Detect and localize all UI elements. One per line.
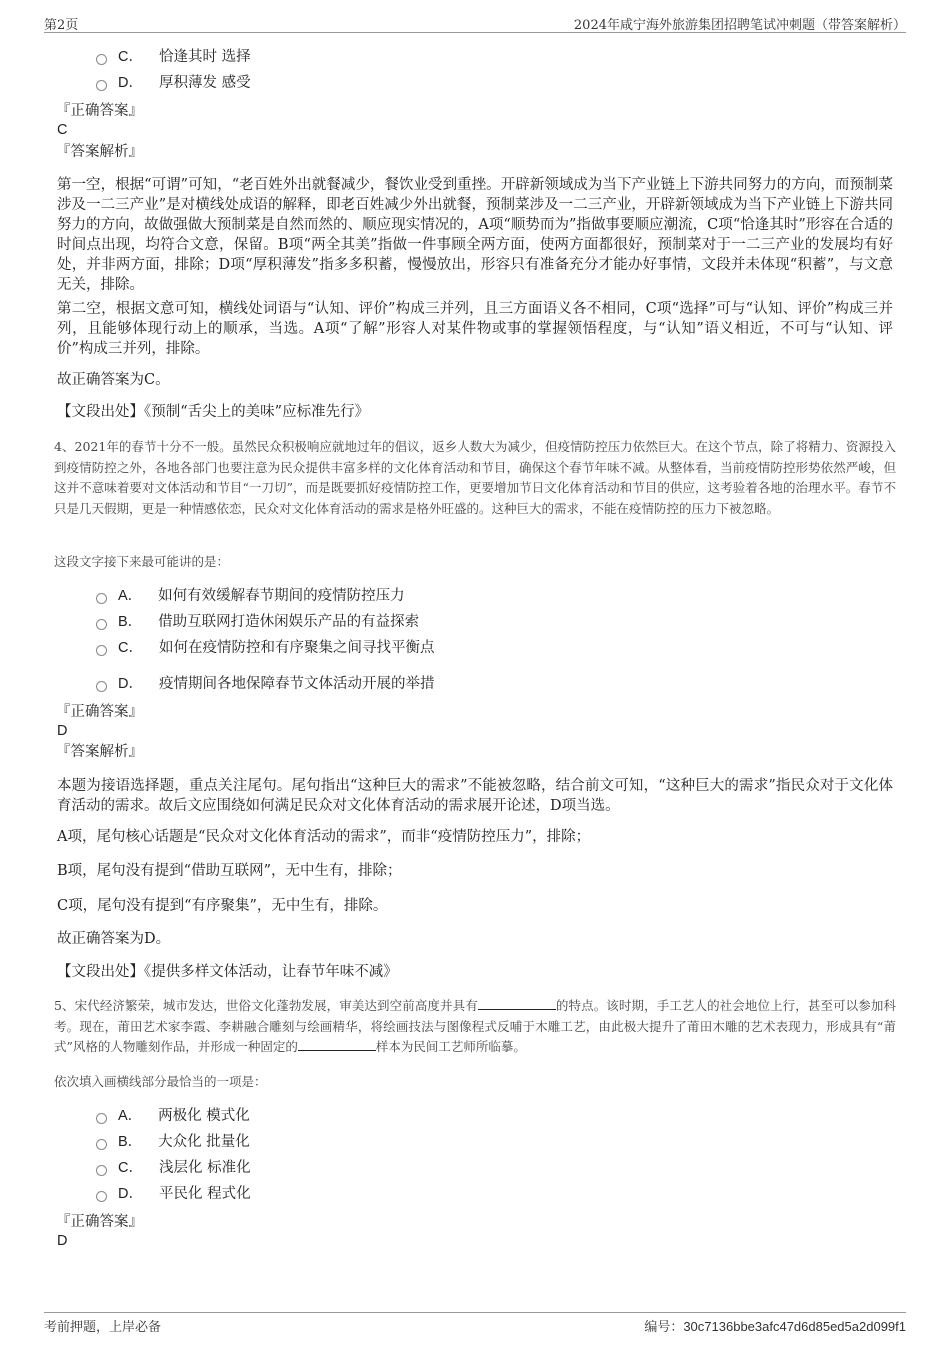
q5-option-d[interactable]: D． 平民化 程式化 bbox=[96, 1184, 251, 1204]
fill-blank-1[interactable] bbox=[478, 997, 556, 1010]
q4-option-d[interactable]: D． 疫情期间各地保障春节文体活动开展的举措 bbox=[96, 674, 434, 694]
q4-answer: D bbox=[57, 723, 68, 739]
q4-answer-label: 『正确答案』 bbox=[56, 704, 143, 720]
q5-option-a[interactable]: A． 两极化 模式化 bbox=[96, 1106, 250, 1126]
q4-option-b[interactable]: B． 借助互联网打造休闲娱乐产品的有益探索 bbox=[96, 612, 419, 632]
q3-analysis-paragraph: 第二空，根据文意可知，横线处词语与“认知、评价”构成三并列，且三方面语义各不相同，C项“选择”可与“认知、评价”构成三并列，且能够体现行动上的顺承，当选。A项“了解”形容人对某件物或事的掌握领悟程度，与“认知”语义相近，不可与“认知、评价”构成三并列，排除。 bbox=[57, 301, 893, 357]
q3-analysis-paragraph: 第一空，根据“可谓”可知，“老百姓外出就餐减少，餐饮业受到重挫。开辟新领域成为当下产业链上下游共同努力的方向，而预制菜涉及一二三产业”是对横线处成语的解释，即老百姓减少外出就餐，预制菜涉及一二三产业，开辟新领域成为当下产业链上下游共同努力的方向，故做强做大预制菜是自然而然的、顺应现实情况的，A项“顺势而为”指做事要顺应潮流，C项“恰逢其时”形容在合适的时间点出现，均符合文意，保留。B项“两全其美”指做一件事顾全两方面，使两方面都很好，预制菜对于一二三产业的发展均有好处，并非两方面，排除；D项“厚积薄发”指多多积蓄，慢慢放出，形容只有准备充分才能办好事情，文段并未体现“积蓄”，与文意无关，排除。 bbox=[57, 177, 893, 293]
q5-stem: 5、宋代经济繁荣，城市发达，世俗文化蓬勃发展，审美达到空前高度并具有 的特点。该时期，手工艺人的社会地位上行，甚至可以参加科考。现在，莆田艺术家李霞、李耕融合雕刻与绘画精华，将绘画技法与图像程式反哺于木雕工艺，由此极大提升了莆田木雕的艺术表现力，形成具有“莆式”风格的人物雕刻作品，并形成一种固定的 样本为民间工艺师所临摹。 bbox=[54, 998, 896, 1054]
radio-icon[interactable] bbox=[96, 681, 107, 692]
q4-analysis-label: 『答案解析』 bbox=[56, 744, 143, 760]
radio-icon[interactable] bbox=[96, 1113, 107, 1124]
q3-source: 【文段出处】《预制“舌尖上的美味”应标准先行》 bbox=[57, 404, 370, 420]
q3-answer: C bbox=[57, 122, 68, 138]
q4-conclusion: 故正确答案为D。 bbox=[57, 931, 171, 947]
q4-analysis-paragraph: 本题为接语选择题，重点关注尾句。尾句指出“这种巨大的需求”不能被忽略，结合前文可知，“这种巨大的需求”指民众对于文化体育活动的需求。故后文应围绕如何满足民众对文化体育活动的需求展开论述，D项当选。 bbox=[57, 778, 893, 814]
document-title: 2024年咸宁海外旅游集团招聘笔试冲刺题（带答案解析） bbox=[573, 18, 906, 33]
q4-option-a[interactable]: A． 如何有效缓解春节期间的疫情防控压力 bbox=[96, 586, 405, 606]
q4-option-c[interactable]: C． 如何在疫情防控和有序聚集之间寻找平衡点 bbox=[96, 638, 434, 658]
q3-option-d[interactable]: D． 厚积薄发 感受 bbox=[96, 73, 251, 93]
page-footer bbox=[44, 1312, 906, 1333]
radio-icon[interactable] bbox=[96, 80, 107, 91]
q5-option-c[interactable]: C． 浅层化 标准化 bbox=[96, 1158, 251, 1178]
q4-analysis-paragraph: A项，尾句核心话题是“民众对文化体育活动的需求”，而非“疫情防控压力”，排除； bbox=[57, 829, 591, 845]
footer-code: 编号：30c7136bbe3afc47d6d85ed5a2d099f1 bbox=[644, 1319, 906, 1335]
footer-slogan: 考前押题，上岸必备 bbox=[44, 1320, 162, 1335]
radio-icon[interactable] bbox=[96, 593, 107, 604]
page-header bbox=[44, 12, 906, 33]
q4-source: 【文段出处】《提供多样文体活动，让春节年味不减》 bbox=[57, 964, 398, 980]
radio-icon[interactable] bbox=[96, 619, 107, 630]
q3-option-c[interactable]: C． 恰逢其时 选择 bbox=[96, 47, 251, 67]
q3-analysis-label: 『答案解析』 bbox=[56, 144, 143, 160]
radio-icon[interactable] bbox=[96, 1139, 107, 1150]
q3-answer-label: 『正确答案』 bbox=[56, 103, 143, 119]
q5-option-b[interactable]: B． 大众化 批量化 bbox=[96, 1132, 250, 1152]
q4-analysis-paragraph: B项，尾句没有提到“借助互联网”，无中生有，排除； bbox=[57, 863, 402, 879]
q4-stem: 4、2021年的春节十分不一般。虽然民众积极响应就地过年的倡议，返乡人数大为减少，但疫情防控压力依然巨大。在这个节点，除了将精力、资源投入到疫情防控之外，各地各部门也要注意为民众提供丰富多样的文化体育活动和节目，确保这个春节年味不减。从整体看，当前疫情防控形势依然严峻，但这并不意味着要对文体活动和节目“一刀切”，而是既要抓好疫情防控工作，更要增加节日文化体育活动和节目的供应，这考验着各地的治理水平。春节不只是几天假期，更是一种情感依恋，民众对文化体育活动的需求是格外旺盛的。这种巨大的需求，不能在疫情防控的压力下被忽略。 bbox=[54, 439, 896, 516]
q4-prompt: 这段文字接下来最可能讲的是： bbox=[54, 554, 230, 569]
q5-answer-label: 『正确答案』 bbox=[56, 1214, 143, 1230]
q4-analysis-paragraph: C项，尾句没有提到“有序聚集”，无中生有，排除。 bbox=[57, 898, 388, 914]
radio-icon[interactable] bbox=[96, 1165, 107, 1176]
q5-answer: D bbox=[57, 1233, 68, 1249]
radio-icon[interactable] bbox=[96, 54, 107, 65]
fill-blank-2[interactable] bbox=[298, 1038, 376, 1051]
page-number: 第2页 bbox=[44, 18, 79, 33]
radio-icon[interactable] bbox=[96, 645, 107, 656]
q3-conclusion: 故正确答案为C。 bbox=[57, 372, 170, 388]
radio-icon[interactable] bbox=[96, 1191, 107, 1202]
q5-prompt: 依次填入画横线部分最恰当的一项是： bbox=[54, 1074, 267, 1089]
